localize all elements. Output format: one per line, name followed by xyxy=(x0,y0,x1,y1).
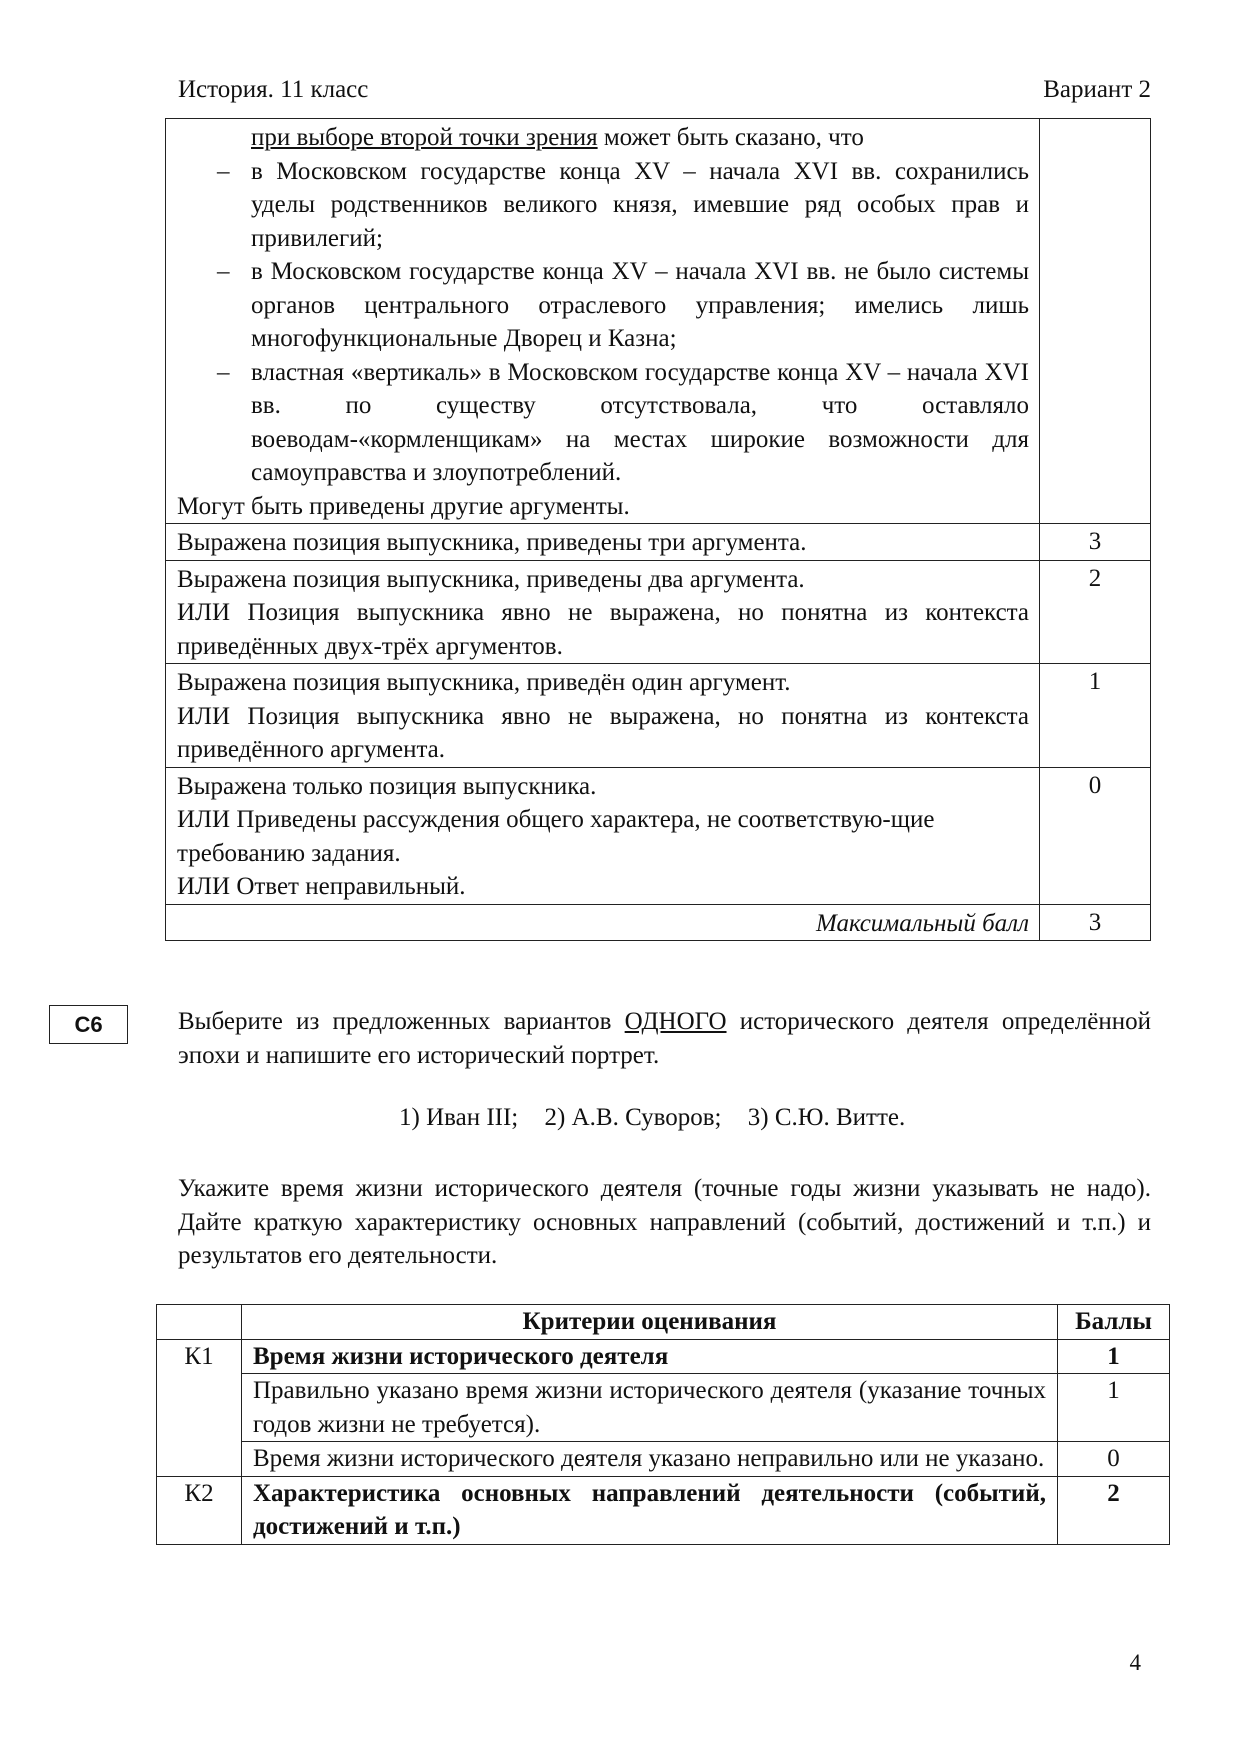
table-row xyxy=(157,1442,1170,1477)
intro-rest: может быть сказано, что xyxy=(597,124,864,151)
points-header: Баллы xyxy=(1058,1305,1170,1340)
table-row xyxy=(157,1476,1170,1544)
option-item: 1) Иван III; xyxy=(399,1104,519,1131)
option-item: 2) А.В. Суворов; xyxy=(544,1104,722,1131)
scoring-table-c5 xyxy=(165,118,1151,941)
max-score-value: 3 xyxy=(1040,904,1151,941)
criterion-description: Правильно указано время жизни исторического деятеля (указание точных годов жизни не требуется). xyxy=(242,1374,1058,1442)
criteria-header: Критерии оценивания xyxy=(242,1305,1058,1340)
score-cell: 0 xyxy=(1040,767,1151,904)
criterion-cell xyxy=(166,524,1040,561)
criterion-cell xyxy=(166,767,1040,904)
score-cell: 3 xyxy=(1040,524,1151,561)
list-item: – властная «вертикаль» в Московском государстве конца XV – начала XVI вв. по существу отсутствовала, что оставляло воеводам-«кормленщикам» на местах широкие возможности для самоуправства и злоупотреблений. xyxy=(177,356,1029,490)
code-header xyxy=(157,1305,242,1340)
table-row xyxy=(166,664,1151,768)
options-line xyxy=(399,1104,925,1132)
other-arguments-note: Могут быть приведены другие аргументы. xyxy=(177,492,630,520)
list-item: – в Московском государстве конца XV – начала XVI вв. сохранились уделы родственников великого князя, имевшие ряд особых прав и привилегий; xyxy=(177,155,1029,256)
max-score-label: Максимальный балл xyxy=(166,904,1040,941)
criterion-line: ИЛИ Приведены рассуждения общего характера, не соответствую-щие требованию задания. xyxy=(177,806,935,867)
page-number: 4 xyxy=(1129,1650,1141,1675)
header-subject: История. 11 класс xyxy=(178,76,369,103)
header-variant: Вариант 2 xyxy=(1043,76,1151,103)
criterion-line: ИЛИ Позиция выпускника явно не выражена, но понятна из контекста приведённого аргумента. xyxy=(177,702,1029,763)
table-row xyxy=(166,904,1151,941)
task-instructions: Укажите время жизни исторического деятеля (точные годы жизни указывать не надо). Дайте краткую характеристику основных направлений (событий, достижений и т.п.) и результатов его деятельности. xyxy=(178,1175,1151,1269)
criterion-line: ИЛИ Ответ неправильный. xyxy=(177,873,466,900)
arguments-cell xyxy=(166,119,1040,524)
criterion-cell xyxy=(166,664,1040,768)
table-row xyxy=(166,767,1151,904)
task-statement xyxy=(178,1005,1151,1072)
option-item: 3) С.Ю. Витте. xyxy=(747,1104,906,1131)
criterion-description: Время жизни исторического деятеля указано неправильно или не указано. xyxy=(242,1442,1058,1477)
criterion-title: Время жизни исторического деятеля xyxy=(242,1339,1058,1374)
criterion-code: К2 xyxy=(157,1476,242,1544)
criterion-line: ИЛИ Позиция выпускника явно не выражена, но понятна из контекста приведённых двух-трёх аргументов. xyxy=(177,599,1029,660)
criterion-line: Выражена только позиция выпускника. xyxy=(177,772,597,800)
table-row xyxy=(157,1339,1170,1374)
table-header-row xyxy=(157,1305,1170,1340)
criterion-title: Характеристика основных направлений деятельности (событий, достижений и т.п.) xyxy=(242,1476,1058,1544)
task-code-box: С6 xyxy=(49,1005,128,1044)
criterion-cell xyxy=(166,560,1040,664)
criterion-points: 1 xyxy=(1058,1339,1170,1374)
criterion-points: 2 xyxy=(1058,1476,1170,1544)
task-text: Выберите из предложенных вариантов xyxy=(178,1008,625,1035)
criterion-points: 1 xyxy=(1058,1374,1170,1442)
criteria-table-c6 xyxy=(156,1304,1170,1545)
criterion-line: Выражена позиция выпускника, приведены три аргумента. xyxy=(177,529,807,556)
table-row xyxy=(166,524,1151,561)
intro-underlined: при выборе второй точки зрения xyxy=(251,124,598,151)
list-item: – в Московском государстве конца XV – начала XVI вв. не было системы органов центрального отраслевого управления; имелись лишь многофункциональные Дворец и Казна; xyxy=(177,255,1029,356)
intro-line xyxy=(177,121,1029,155)
task-text: исторического деятеля определённой эпохи и напишите его исторический портрет. xyxy=(178,1008,1152,1069)
table-row xyxy=(157,1374,1170,1442)
criterion-code: К1 xyxy=(157,1339,242,1476)
score-cell: 1 xyxy=(1040,664,1151,768)
table-row xyxy=(166,560,1151,664)
criterion-line: Выражена позиция выпускника, приведены два аргумента. xyxy=(177,565,805,593)
table-row xyxy=(166,119,1151,524)
criterion-points: 0 xyxy=(1058,1442,1170,1477)
criterion-line: Выражена позиция выпускника, приведён один аргумент. xyxy=(177,669,791,696)
empty-score-cell xyxy=(1040,119,1151,524)
score-cell: 2 xyxy=(1040,560,1151,664)
task-text-underlined: ОДНОГО xyxy=(624,1008,727,1035)
